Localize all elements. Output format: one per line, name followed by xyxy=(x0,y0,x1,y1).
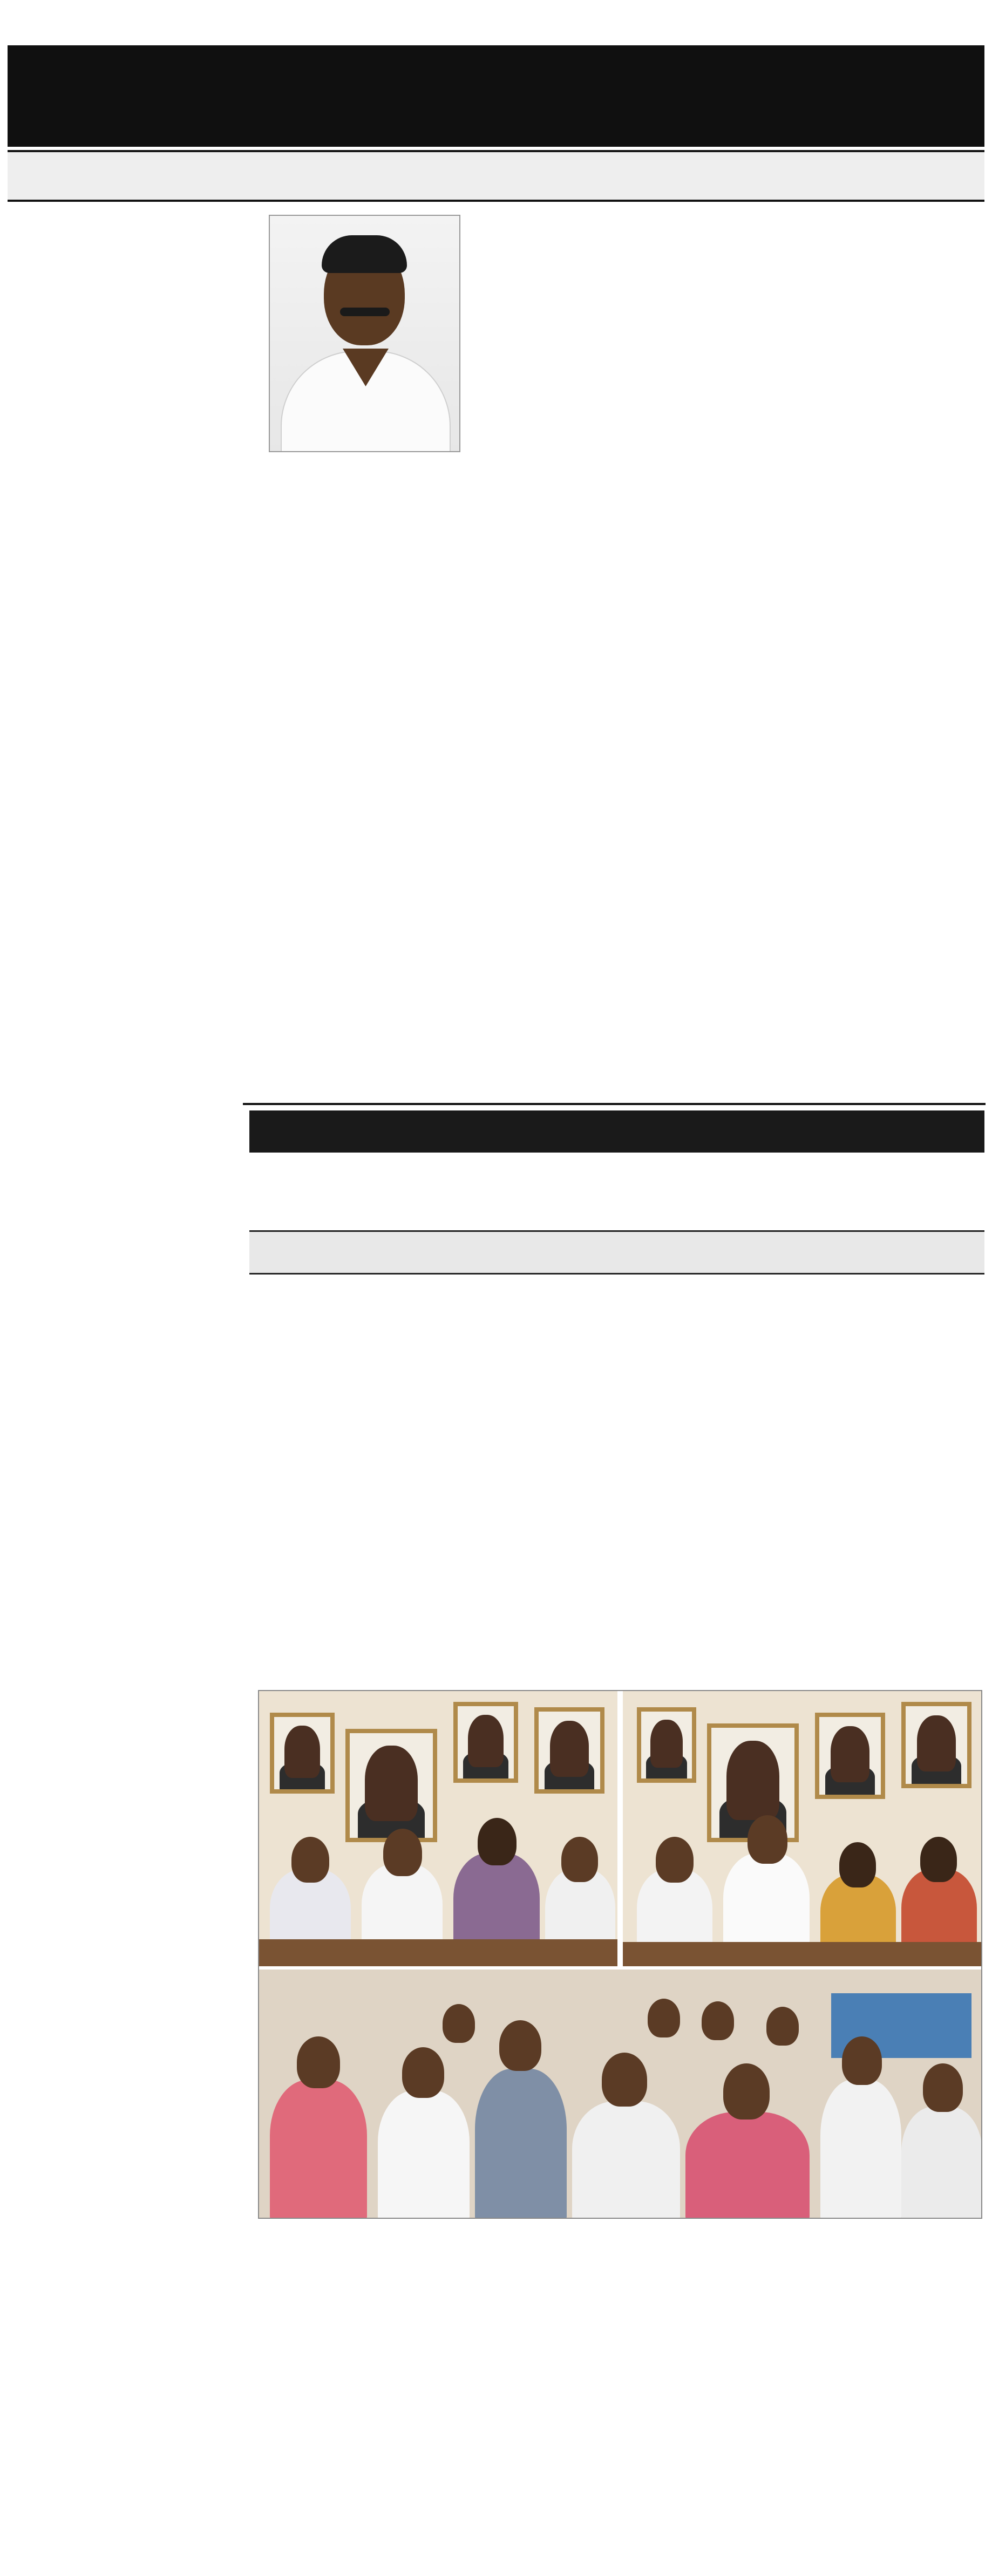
minister-portrait-photo xyxy=(269,215,460,452)
person-head xyxy=(920,1837,957,1882)
person-head xyxy=(923,2063,963,2112)
person-head xyxy=(766,2007,799,2046)
article2-topline xyxy=(249,1110,984,1153)
person-head xyxy=(656,1837,694,1883)
sub-headline xyxy=(8,150,984,202)
person-figure xyxy=(378,2090,470,2219)
article1-column-2 xyxy=(253,537,486,1098)
main-headline xyxy=(8,45,984,147)
article2-column-3 xyxy=(744,1284,980,1651)
person-head xyxy=(648,1999,680,2037)
article2-headline xyxy=(249,1160,984,1224)
article1-column-1 xyxy=(10,212,243,2571)
person-head xyxy=(478,1818,517,1865)
photo-split-divider xyxy=(617,1691,623,1966)
wall-portrait-frame xyxy=(637,1707,696,1783)
person-figure xyxy=(901,2107,982,2219)
wall-portrait-frame xyxy=(345,1729,437,1842)
person-figure xyxy=(572,2101,680,2219)
article1-column-3 xyxy=(495,212,729,1098)
wall-portrait-frame xyxy=(901,1702,971,1788)
wall-portrait-frame xyxy=(815,1713,885,1799)
article2-subheadline xyxy=(249,1230,984,1275)
meeting-photo-collage xyxy=(258,1690,982,2219)
person-head xyxy=(723,2063,770,2120)
article2-column-2 xyxy=(498,1284,730,1651)
person-head xyxy=(402,2047,444,2098)
person-figure xyxy=(685,2112,810,2219)
desk xyxy=(623,1942,982,1966)
person-figure xyxy=(820,2080,901,2219)
person-head xyxy=(297,2036,340,2088)
person-head xyxy=(748,1815,787,1864)
person-head xyxy=(842,2036,882,2085)
person-head xyxy=(839,1842,876,1887)
person-figure xyxy=(475,2069,567,2219)
person-head xyxy=(702,2001,734,2040)
person-figure xyxy=(270,2080,367,2219)
person-head xyxy=(602,2053,647,2107)
person-head xyxy=(499,2020,541,2071)
wall-portrait-frame xyxy=(270,1713,335,1794)
portrait-hair xyxy=(322,235,407,273)
person-head xyxy=(291,1837,329,1883)
kicker-headline xyxy=(11,4,981,43)
section-divider xyxy=(243,1103,986,1105)
person-head xyxy=(443,2004,475,2043)
desk xyxy=(259,1939,617,1966)
article2-column-1 xyxy=(257,1284,484,1651)
person-head xyxy=(383,1829,422,1876)
portrait-caption-text xyxy=(269,453,460,475)
person-head xyxy=(561,1837,598,1882)
portrait-moustache xyxy=(340,308,390,316)
wall-portrait-frame xyxy=(453,1702,518,1783)
wall-portrait-frame xyxy=(534,1707,604,1794)
article1-column-4 xyxy=(738,212,982,1098)
